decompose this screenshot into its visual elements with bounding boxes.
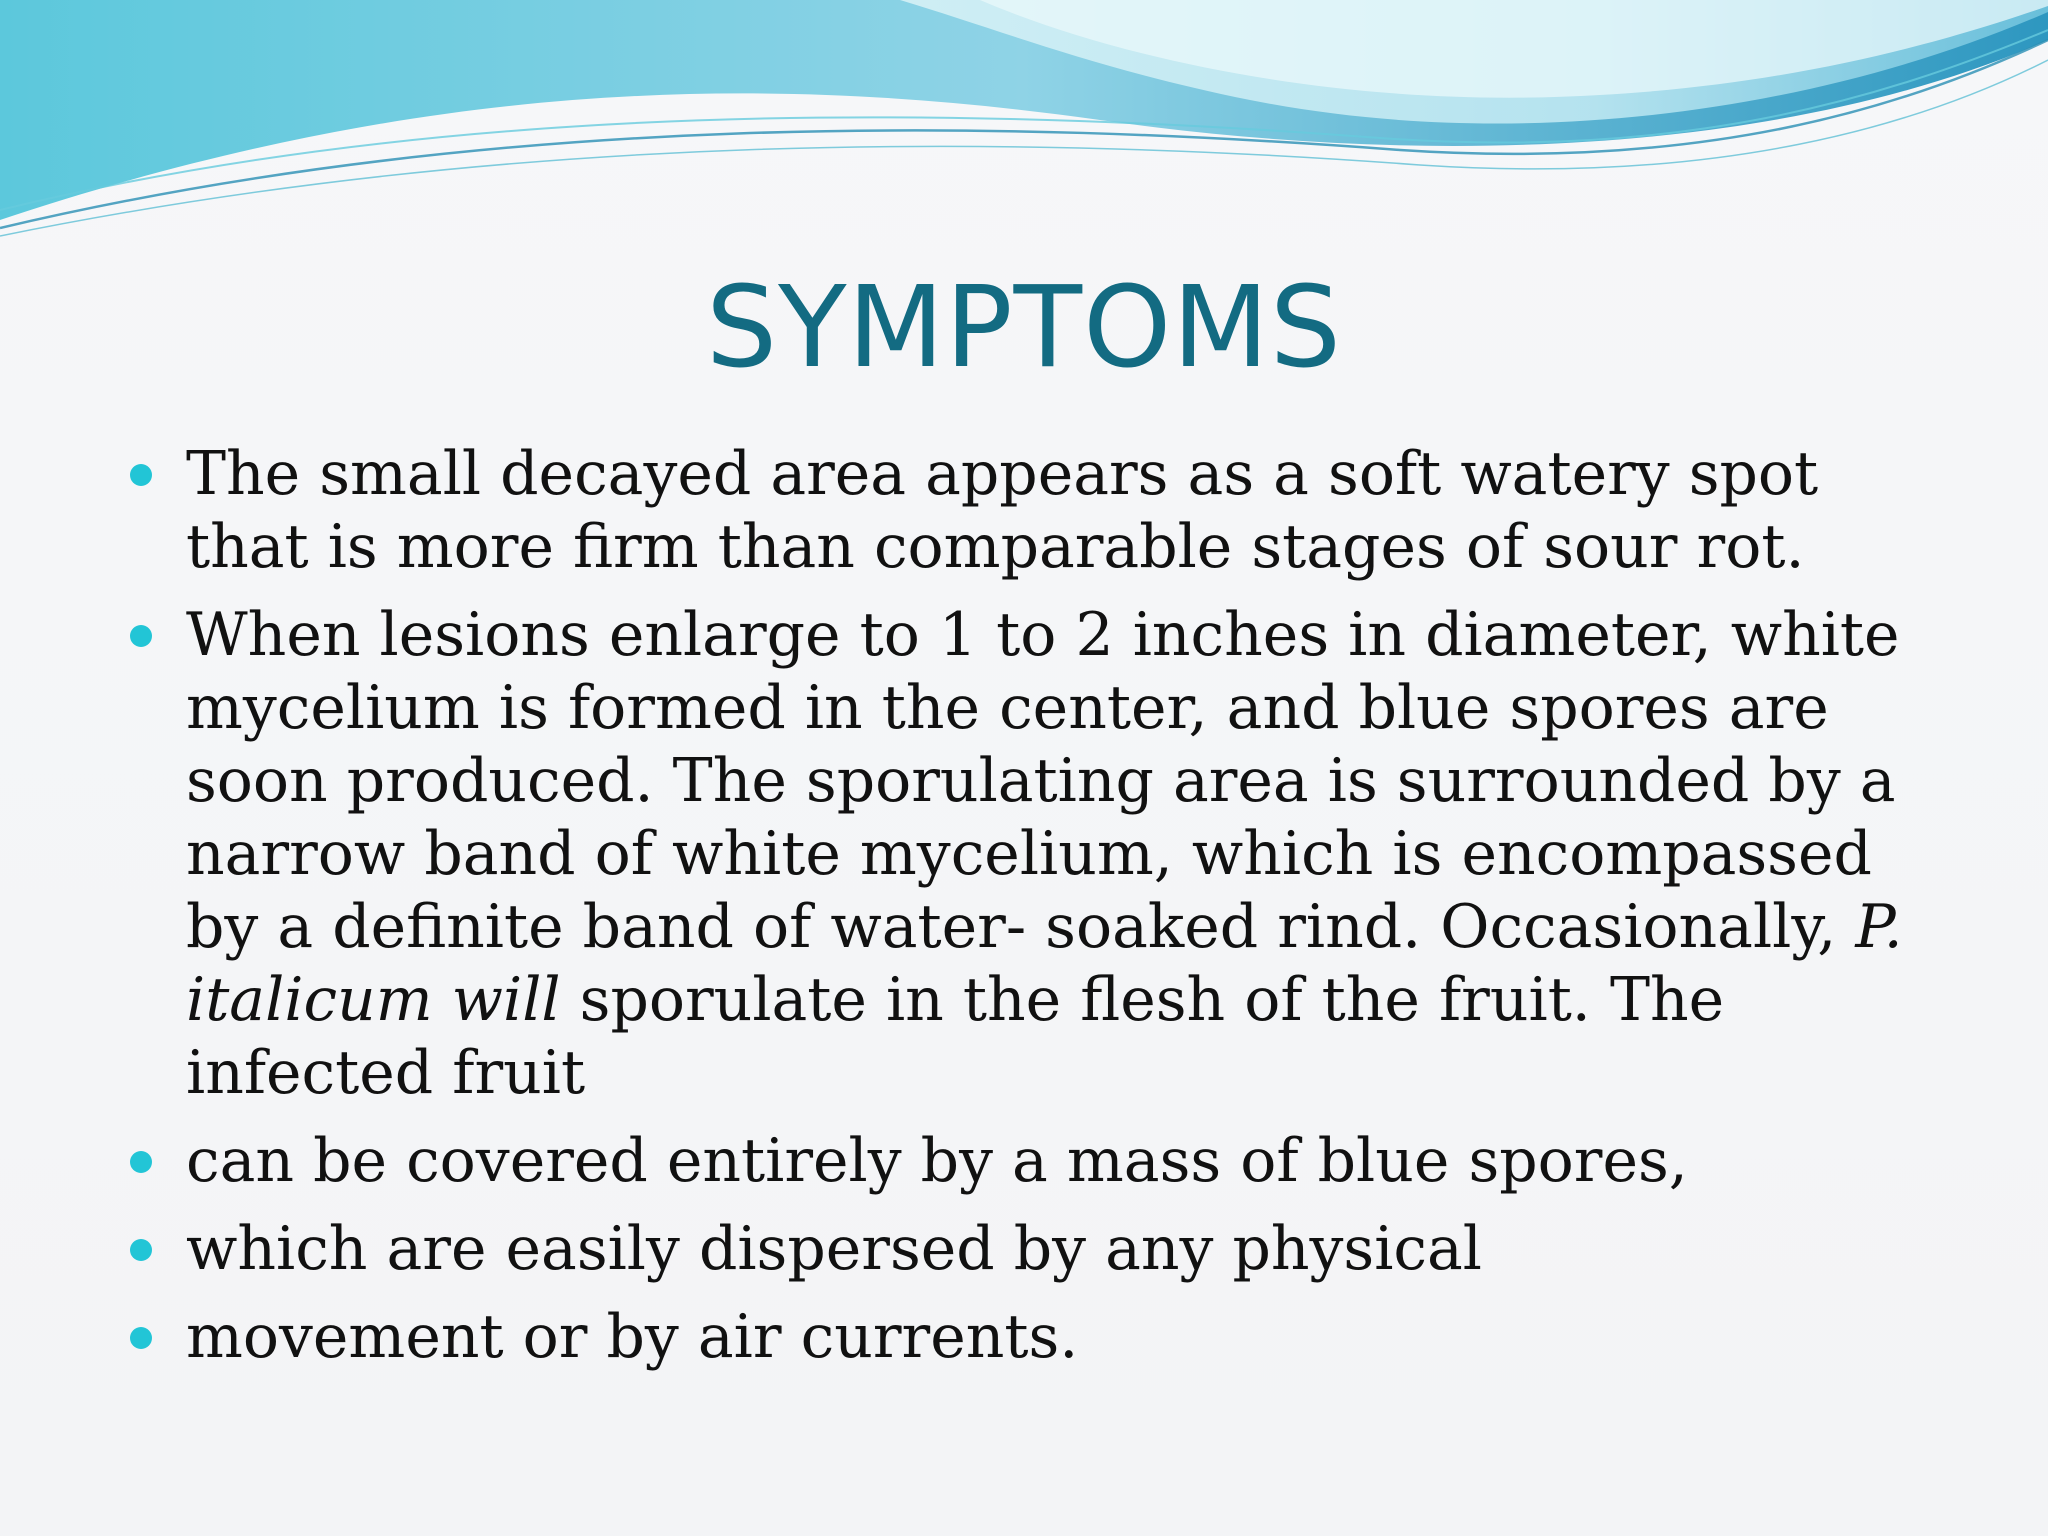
list-item [126,438,1926,584]
bullet-dot-icon [130,1239,152,1261]
bullet-dot-icon [130,1151,152,1173]
bullet-text-part: When lesions enlarge to 1 to 2 inches in diameter, white mycelium is formed in the center, and blue spores are soon produced. The sporulating area is surrounded by a narrow band of white mycelium, which is encompassed by a definite band of water- soaked rind. Occasionally, [186,600,1900,962]
list-item [126,1213,1926,1286]
bullet-text-part: sporulate in the flesh of the fruit. The infected fruit [186,965,1725,1108]
bullet-text: The small decayed area appears as a soft watery spot that is more firm than comparable stages of sour rot. [186,439,1819,582]
wave-header-decoration [0,0,2048,240]
bullet-dot-icon [130,464,152,486]
list-item [126,1301,1926,1374]
bullet-dot-icon [130,1327,152,1349]
bullet-text: which are easily dispersed by any physical [186,1214,1482,1284]
bullet-dot-icon [130,625,152,647]
bullet-text: movement or by air currents. [186,1302,1079,1372]
list-item [126,1125,1926,1198]
bullet-text-italic: P. italicum will [186,892,1903,1035]
bullet-list [126,438,1926,1389]
bullet-text: can be covered entirely by a mass of blue spores, [186,1126,1688,1196]
list-item [126,599,1926,1110]
slide-title: SYMPTOMS [706,263,1342,393]
